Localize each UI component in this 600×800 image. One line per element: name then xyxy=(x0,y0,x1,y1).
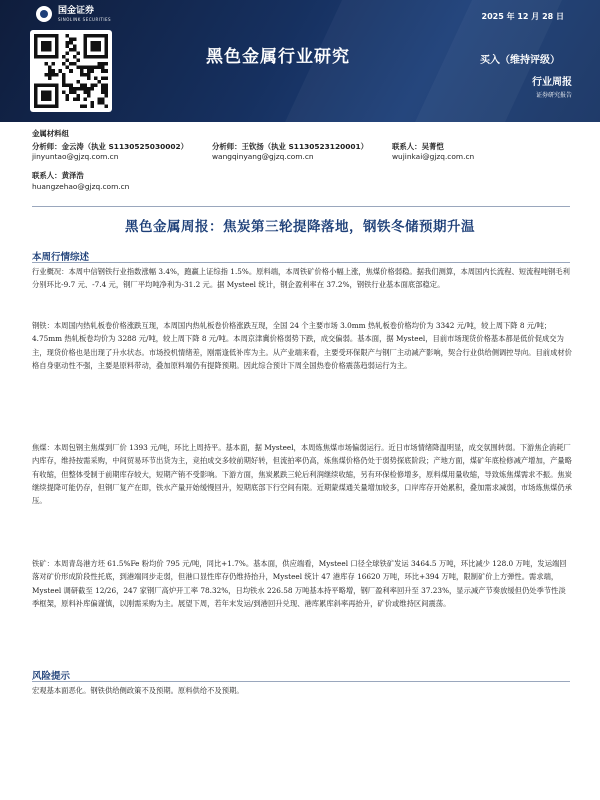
author-email[interactable]: jinyuntao@gjzq.com.cn xyxy=(32,152,119,162)
author-row xyxy=(32,142,572,163)
author-entry xyxy=(392,142,572,163)
author-label: 联系人：黄泽浩 xyxy=(32,171,84,181)
broker-logo xyxy=(36,6,111,22)
qr-code-icon xyxy=(30,30,112,112)
report-headline: 黑色金属周报：焦炭第三轮提降落地，钢铁冬储预期升温 xyxy=(125,219,475,235)
author-email[interactable]: huangzehao@gjzq.com.cn xyxy=(32,181,130,191)
report-subtype: 证券研究报告 xyxy=(535,92,572,99)
paragraph-coking-coal: 焦煤：本周包钢主焦煤到厂价 1393 元/吨，环比上周持平。基本面，据 Mysteel，本周炼焦煤市场偏弱运行。近日市场情绪降温明显，成交氛围转弱。下游焦企消耗厂内库存，维持按需采购，中间贸易环节出货为主，竞拍成交多较前期好转，但流拍率仍高，炼焦煤价格仍处于弱势探底阶段；产地方面，煤矿年底检修减产增加，产量略有收缩，但整体受制于前期库存较大，短期产销不受影响。下游方面，焦炭累跌三轮后利润继续收缩，另有环保检修增多，原料煤用量收缩，导致炼焦煤需求不振。焦炭继续提降可能仍存，但钢厂复产在即，铁水产量开始缓慢回升，短期底部下行空间有限。近期蒙煤通关量增加较多，口岸库存开始累积，叠加需求减弱，市场炼焦煤仍承压。 xyxy=(32,443,572,506)
author-block xyxy=(32,129,572,193)
risk-text: 宏观基本面恶化。钢铁供给侧政策不及预期。原料供给不及预期。 xyxy=(32,686,244,695)
report-type: 行业周报 xyxy=(532,77,572,88)
report-title: 黑色金属行业研究 xyxy=(206,47,350,67)
divider xyxy=(32,262,570,263)
section-title-risk: 风险提示 xyxy=(32,671,71,682)
divider xyxy=(32,681,570,682)
author-label: 联系人：吴菁恺 xyxy=(392,141,444,151)
author-entry xyxy=(32,142,212,163)
paragraph-steel: 钢铁：本周国内热轧板卷价格涨跌互现，本周国内热轧板卷价格涨跌互现，全国 24 个主要市场 3.0mm 热轧板卷价格均价为 3342 元/吨，较上周下降 8 元/吨；4.75mm 热轧板卷均价为 3288 元/吨，较上周下降 8 元/吨。本周京津冀价格弱势下跌，成交偏弱。基本面，据 Mysteel，目前市场现货价格基本都是低价促成交为主，现货价格也是出现了升水状态。市场投机情绪差，刚需逢低补库为主。从产业端来看，主要受环保限产与钢厂主动减产影响，契合行业供给侧调控导向。目前成材价格自身驱动性不强，主要是原料带动，叠加原料端仍有提降预期。因此综合预计下周全国热卷价格震荡趋弱运行为主。 xyxy=(32,321,572,370)
author-entry xyxy=(32,171,212,192)
broker-name: 国金证券 xyxy=(58,5,95,16)
author-email[interactable]: wujinkai@gjzq.com.cn xyxy=(392,152,475,162)
section-title-review: 本周行情综述 xyxy=(32,252,90,263)
header-banner xyxy=(0,0,600,122)
author-label: 分析师：王钦扬（执业 S1130523120001） xyxy=(212,141,369,151)
logo-icon xyxy=(36,6,52,22)
report-date: 2025 年 12 月 28 日 xyxy=(481,12,564,21)
paragraph-iron-ore: 铁矿：本周青岛港方坯 61.5%Fe 粉均价 795 元/吨，同比+1.7%。基本面，供应端看，Mysteel 口径全球铁矿发运 3464.5 万吨，环比减少 128.0 万吨，发运端回落对矿价形成阶段性托底，到港端同步走弱，但港口显性库存仍维持抬升，Mysteel 统计 47 港库存 16620 万吨，环比+394 万吨，限制矿价上方弹性。需求端，Mysteel 调研截至 12/26，247 家钢厂高炉开工率 78.32%，日均铁水 226.58 万吨基本持平略增，钢厂盈利率回升至 37.23%，显示减产节奏放缓但仍处季节性淡季框架，原料补库偏谨慎，以刚需采购为主。展望下周，若年末发运/到港回升兑现、港库累库斜率再抬升，矿价或维持区间震荡。 xyxy=(32,559,567,608)
divider xyxy=(32,206,570,207)
rating-label: 买入（维持评级） xyxy=(480,55,560,66)
author-entry xyxy=(212,142,392,163)
paragraph-overview: 行业概况：本周中信钢铁行业指数涨幅 3.4%，跑赢上证综指 1.5%。原料端，本周铁矿价格小幅上涨，焦煤价格弱稳。据我们测算，本周国内长流程、短流程吨钢毛利分别环比-9.7 元、-7.4 元，钢厂平均吨净利为-31.2 元。据 Mysteel 统计，钢企盈利率在 37.2%，钢铁行业基本面底部稳定。 xyxy=(32,267,570,290)
author-email[interactable]: wangqinyang@gjzq.com.cn xyxy=(212,152,314,162)
author-label: 分析师：金云涛（执业 S1130525030002） xyxy=(32,141,189,151)
team-name: 金属材料组 xyxy=(32,129,69,138)
author-row xyxy=(32,171,572,192)
broker-name-en: SINOLINK SECURITIES xyxy=(58,16,112,22)
